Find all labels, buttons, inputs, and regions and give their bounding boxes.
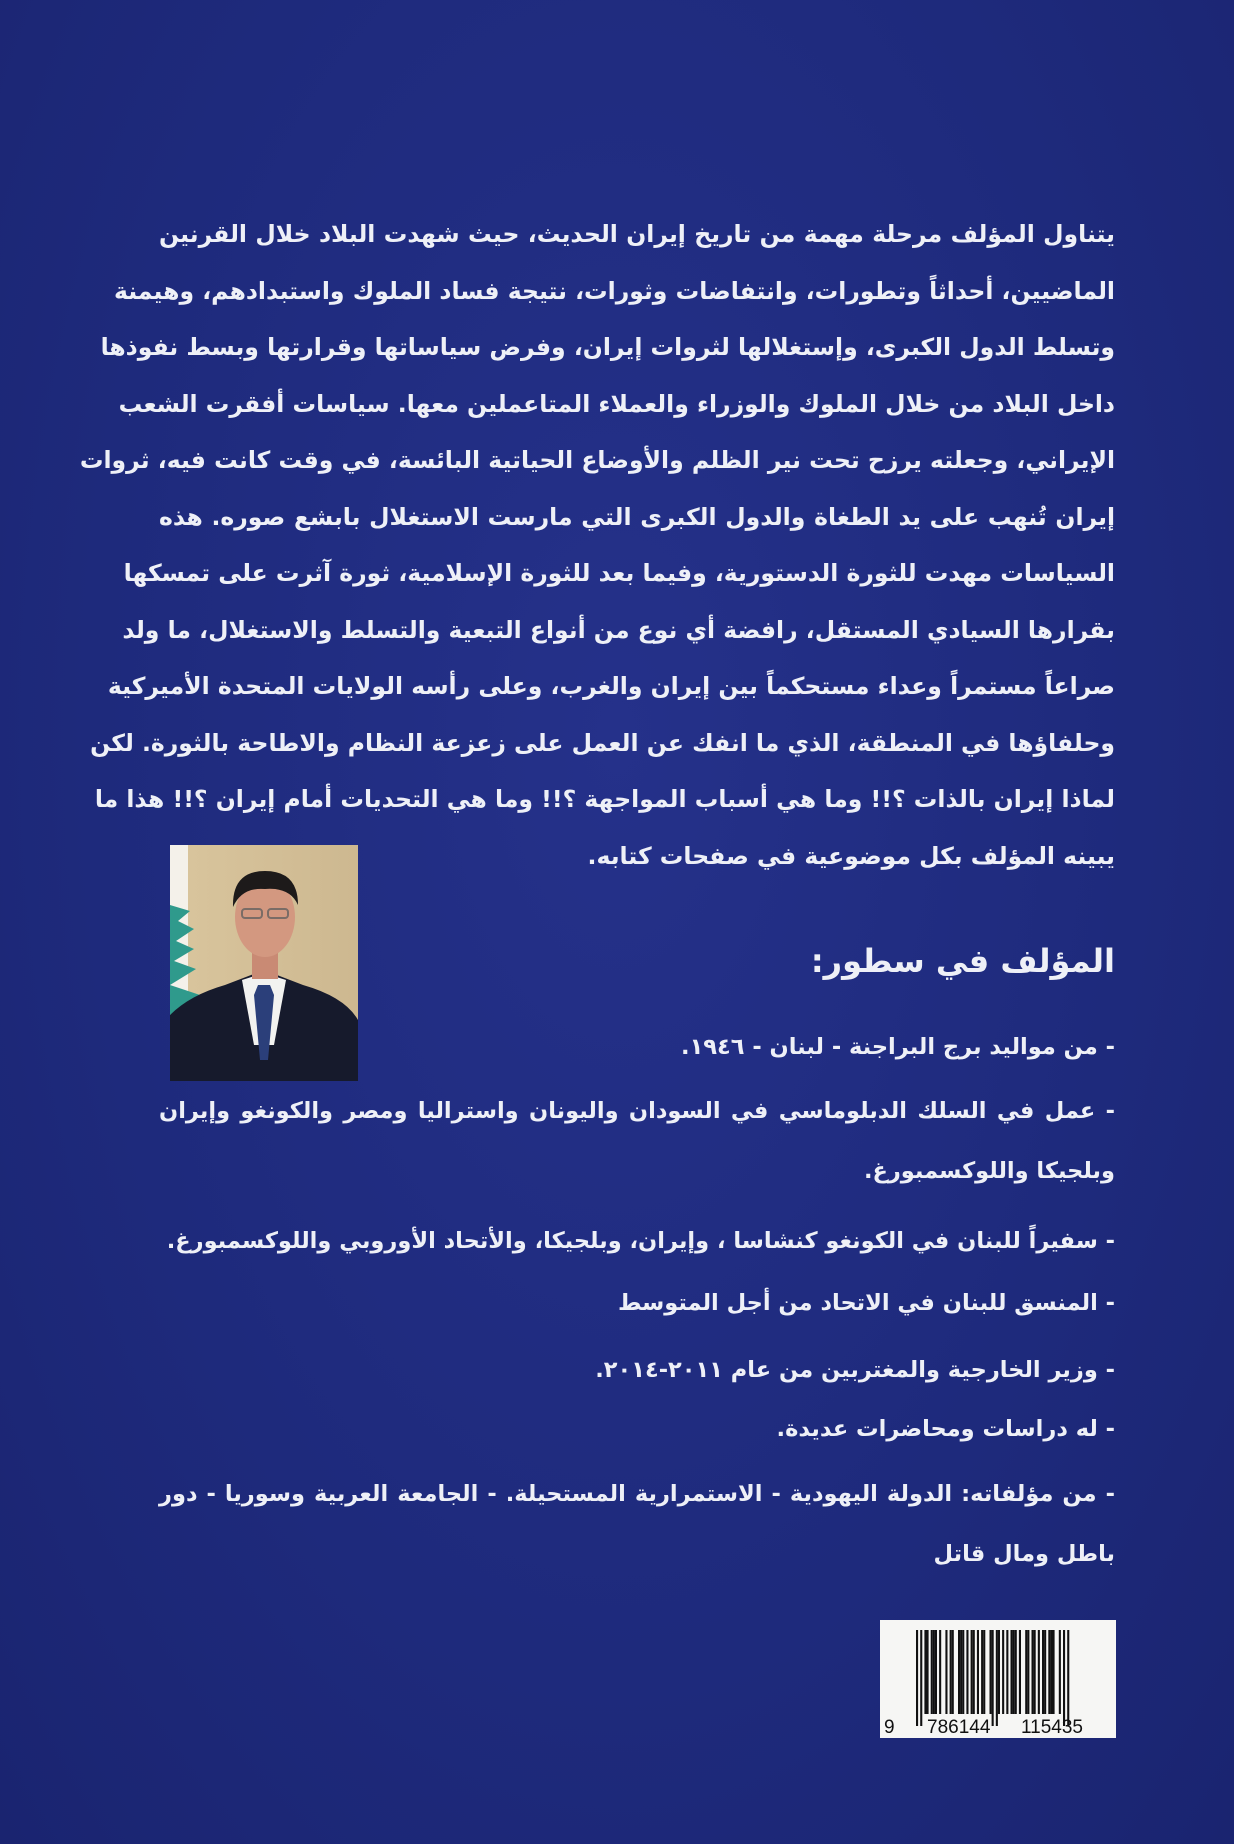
author-bio-item: - من مؤلفاته: الدولة اليهودية - الاستمرارية المستحيلة. - الجامعة العربية وسوريا - دور باطل ومال قاتل [159, 1481, 1115, 1567]
blurb-paragraph [79, 206, 1115, 884]
barcode-digits [880, 1620, 1116, 1738]
blurb-line: يبينه المؤلف بكل موضوعية في صفحات كتابه. [587, 841, 1115, 870]
author-bio-item: - سفيراً للبنان في الكونغو كنشاسا ، وإيران، وبلجيكا، والأتحاد الأوروبي واللوكسمبورغ. [166, 1228, 1115, 1254]
barcode-group-right: 115435 [1021, 1717, 1083, 1738]
author-section-heading: المؤلف في سطور: [810, 942, 1115, 980]
author-bio-item: - المنسق للبنان في الاتحاد من أجل المتوسط [618, 1290, 1115, 1316]
barcode-group-left: 786144 [927, 1717, 991, 1738]
author-bio-item: - وزير الخارجية والمغتربين من عام ٢٠١١-٢٠١٤. [595, 1357, 1115, 1383]
blurb-line: وحلفاؤها في المنطقة، الذي ما انفك عن العمل على زعزعة النظام والاطاحة بالثورة. لكن [90, 728, 1115, 757]
blurb-line: الإيراني، وجعلته يرزح تحت نير الظلم والأوضاع الحياتية البائسة، في وقت كانت فيه، ثروات [79, 446, 1115, 474]
blurb-line: وتسلط الدول الكبرى، وإستغلالها لثروات إيران، وفرض سياساتها وقرارتها وبسط نفوذها [100, 333, 1115, 361]
blurb-line: داخل البلاد من خلال الملوك والوزراء والعملاء المتاعملين معها. سياسات أفقرت الشعب [118, 389, 1115, 418]
blurb-line: الماضيين، أحداثاً وتطورات، وانتفاضات وثورات، نتيجة فساد الملوك واستبدادهم، وهيمنة [113, 276, 1115, 305]
blurb-line: السياسات مهدت للثورة الدستورية، وفيما بعد للثورة الإسلامية، ثورة آثرت على تمسكها [123, 559, 1115, 587]
blurb-line: إيران تُنهب على يد الطغاة والدول الكبرى التي مارست الاستغلال بابشع صوره. هذه [159, 502, 1115, 531]
blurb-line: لماذا إيران بالذات ؟!! وما هي أسباب المواجهة ؟!! وما هي التحديات أمام إيران ؟!! هذا ما [94, 785, 1115, 813]
author-bio-item: - له دراسات ومحاضرات عديدة. [776, 1416, 1115, 1442]
isbn-barcode [880, 1620, 1116, 1738]
blurb-line: صراعاً مستمراً وعداء مستحكماً بين إيران والغرب، وعلى رأسه الولايات المتحدة الأميركية [107, 672, 1115, 700]
author-bio-item: - من مواليد برج البراجنة - لبنان - ١٩٤٦. [681, 1034, 1115, 1060]
barcode-first-digit: 9 [884, 1717, 895, 1738]
blurb-line: يتناول المؤلف مرحلة مهمة من تاريخ إيران الحديث، حيث شهدت البلاد خلال القرنين [159, 220, 1115, 248]
author-bio-item: - عمل في السلك الدبلوماسي في السودان واليونان واستراليا ومصر والكونغو وإيران وبلجيكا واللوكسمبورغ. [159, 1098, 1115, 1184]
blurb-line: بقرارها السيادي المستقل، رافضة أي نوع من أنواع التبعية والتسلط والاستغلال، ما ولد [122, 615, 1115, 644]
